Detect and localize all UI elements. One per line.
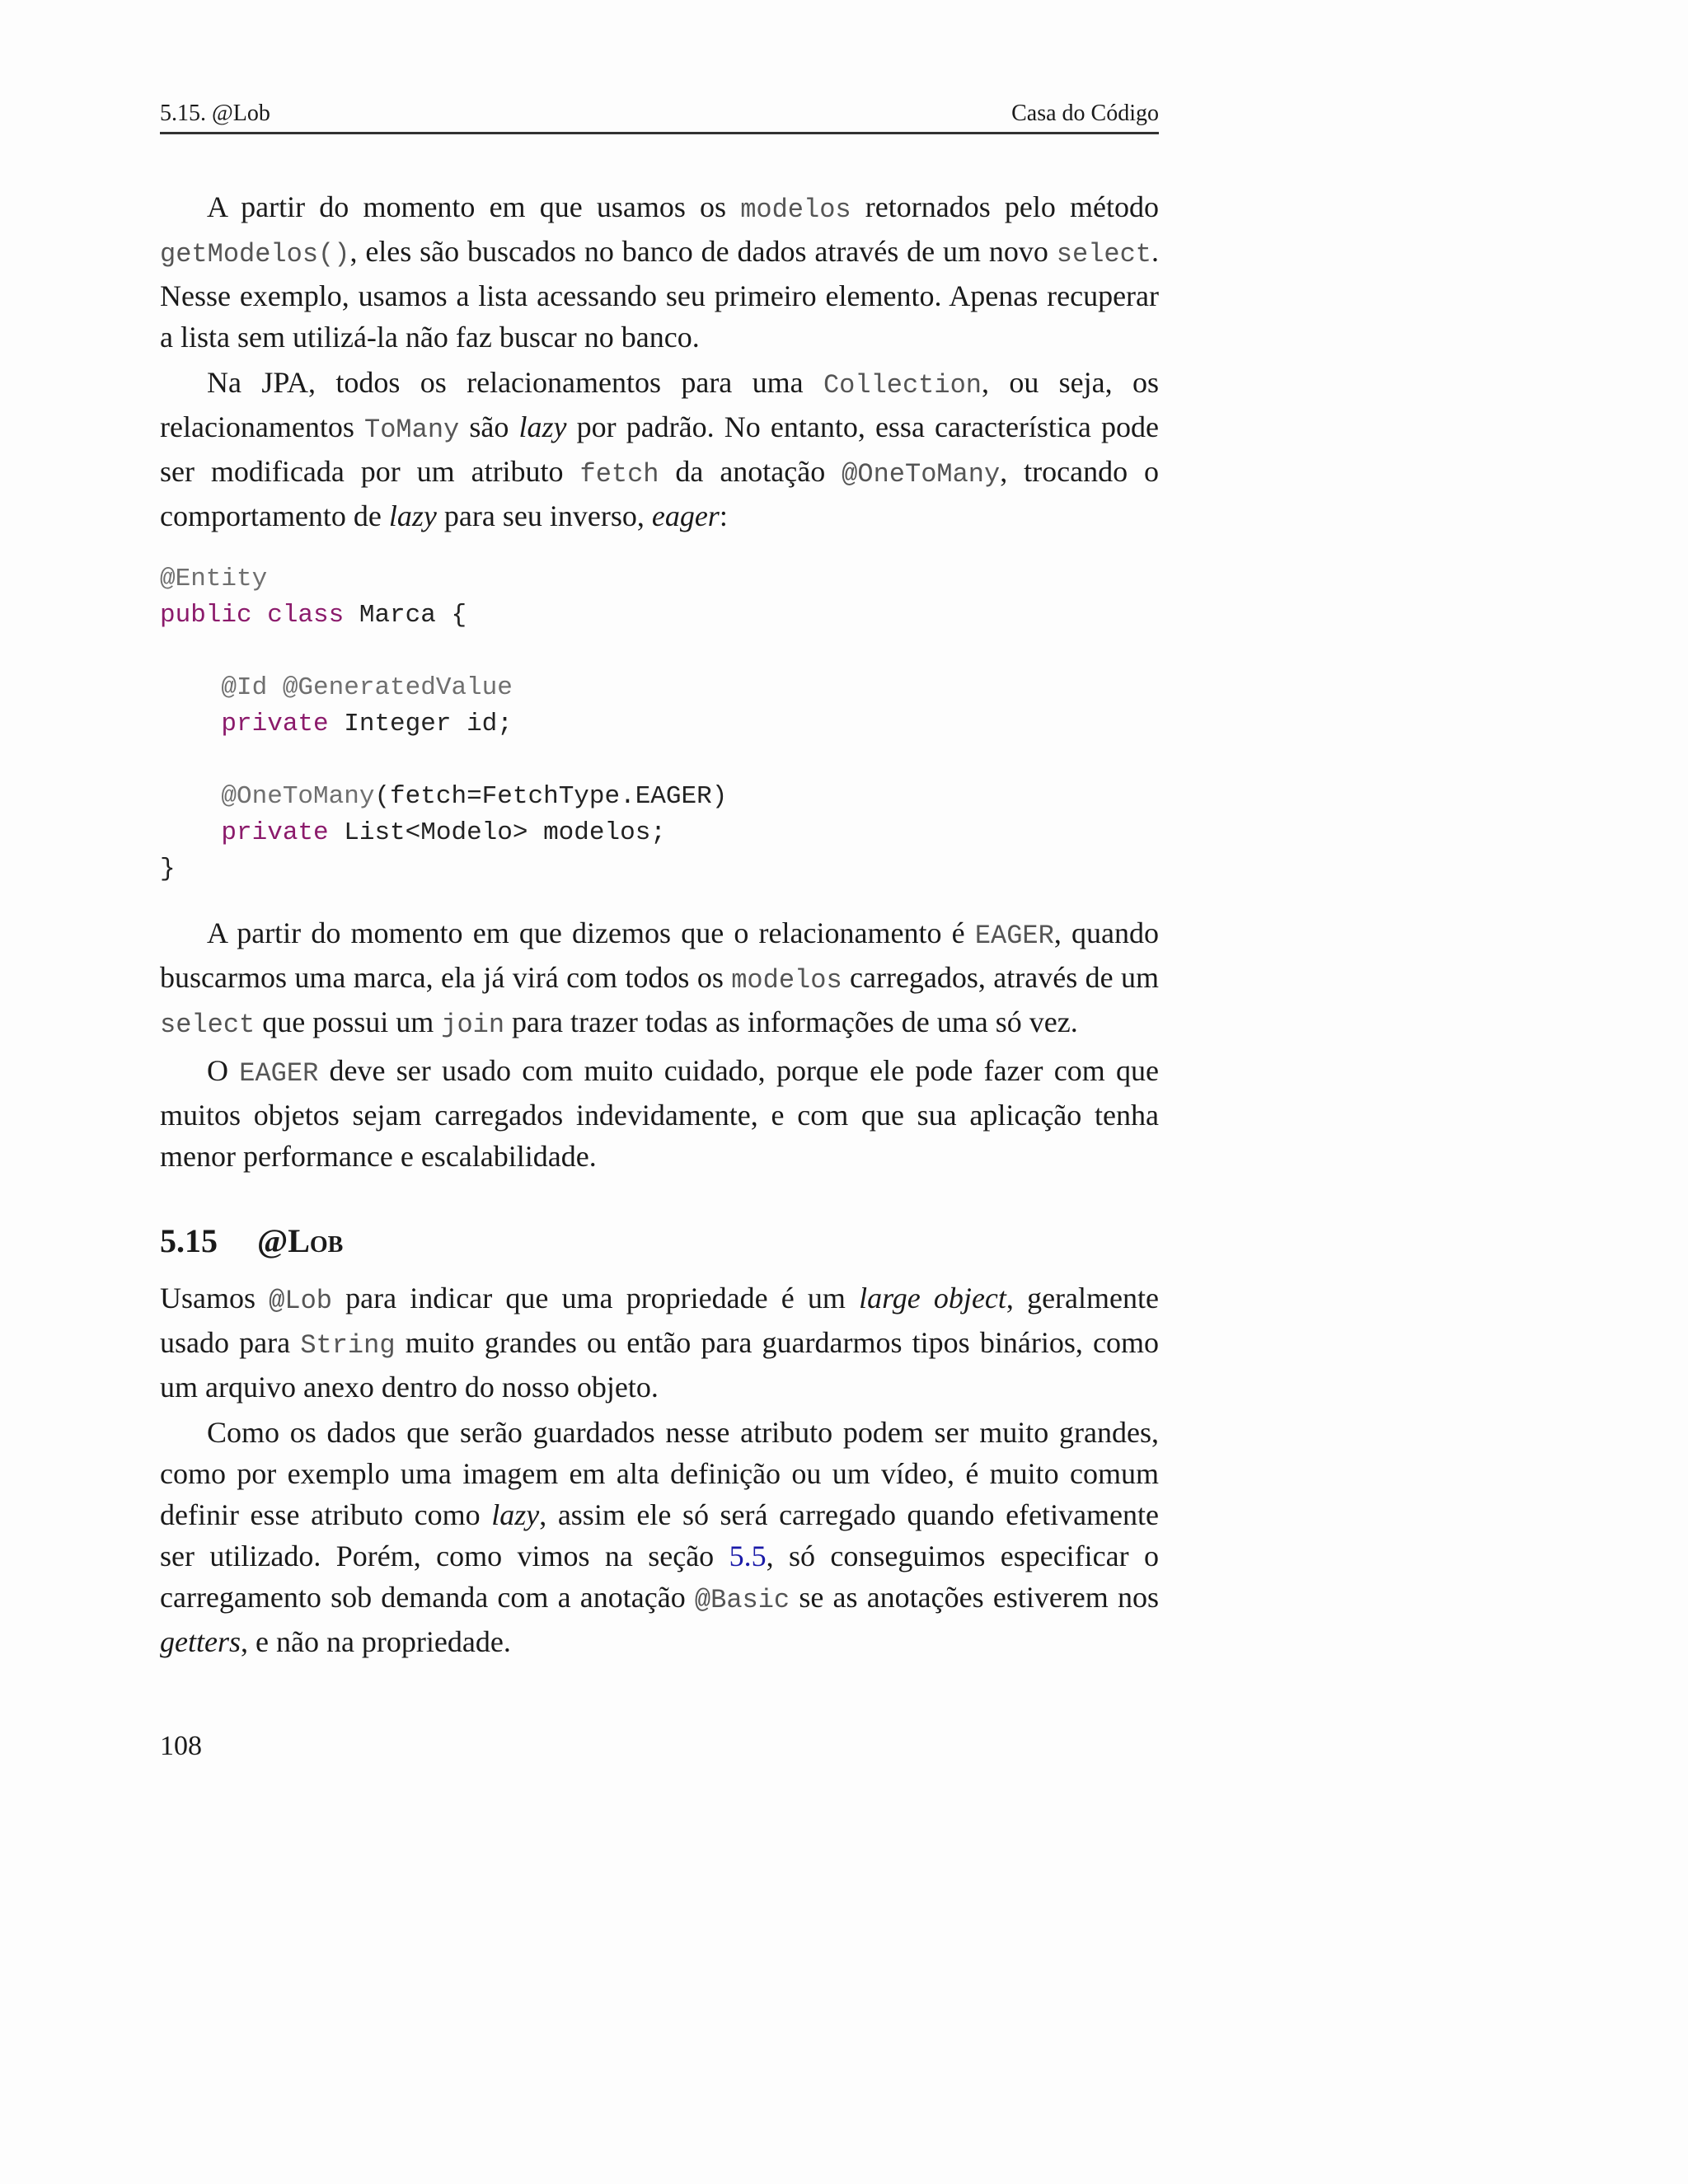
emphasis: large object [859, 1282, 1006, 1315]
header-book-title: Casa do Código [1011, 101, 1159, 126]
running-header [160, 97, 1159, 134]
section-heading [160, 1216, 1159, 1266]
inline-code: getModelos() [160, 239, 350, 269]
section-number: 5.15 [160, 1222, 218, 1259]
paragraph: Na JPA, todos os relacionamentos para uma Collection, ou seja, os relacionamentos ToMany são lazy por padrão. No entanto, essa característica pode ser modificada por um atributo fetch da anotação @OneToMany, trocando o comportamento de lazy para seu inverso, eager: [160, 366, 1159, 532]
page-body [160, 186, 1159, 1666]
paragraph: A partir do momento em que dizemos que o relacionamento é EAGER, quando buscarmos uma marca, ela já virá com todos os modelos carregados, através de um select que possui um join para trazer todas as informações de uma só vez. [160, 916, 1159, 1040]
inline-code: select [160, 1010, 256, 1040]
section-link[interactable]: 5.5 [729, 1540, 767, 1572]
emphasis: eager [651, 499, 720, 532]
emphasis: lazy [491, 1498, 540, 1531]
paragraph: A partir do momento em que usamos os modelos retornados pelo método getModelos(), eles são buscados no banco de dados através de um novo select. Nesse exemplo, usamos a lista acessando seu primeiro elemento. Apenas recuperar a lista sem utilizá-la não faz buscar no banco. [160, 190, 1159, 354]
page-number: 108 [160, 1731, 202, 1761]
inline-code: EAGER [974, 921, 1054, 951]
inline-code: @Basic [694, 1585, 790, 1615]
emphasis: lazy [518, 410, 567, 443]
inline-code: ToMany [364, 415, 460, 445]
paragraph: Como os dados que serão guardados nesse atributo podem ser muito grandes, como por exemplo uma imagem em alta definição ou um vídeo, é muito comum definir esse atributo como lazy, assim ele só será carregado quando efetivamente ser utilizado. Porém, como vimos na seção 5.5, só conseguimos especificar o carregamento sob demanda com a anotação @Basic se as anotações estiverem nos getters, e não na propriedade. [160, 1416, 1160, 1658]
inline-code: modelos [731, 965, 842, 996]
emphasis: getters [160, 1625, 241, 1658]
inline-code: @Lob [269, 1286, 332, 1316]
paragraph: O EAGER deve ser usado com muito cuidado, porque ele pode fazer com que muitos objetos sejam carregados indevidamente, e com que sua aplicação tenha menor performance e escalabilidade. [160, 1054, 1159, 1173]
inline-code: select [1056, 239, 1151, 269]
inline-code: String [300, 1330, 396, 1361]
inline-code: Collection [823, 370, 982, 401]
section-title: @Lob [257, 1222, 344, 1259]
inline-code: EAGER [239, 1058, 319, 1089]
inline-code: @OneToMany [842, 459, 1001, 490]
code-block: @Entity public class Marca { @Id @GeneratedValue private Integer id; @OneToMany(fetch=FetchType.EAGER) private List<Modelo> modelos; } [160, 565, 728, 883]
inline-code: fetch [579, 459, 659, 490]
emphasis: lazy [388, 499, 437, 532]
paragraph: Usamos @Lob para indicar que uma propriedade é um large object, geralmente usado para String muito grandes ou então para guardarmos tipos binários, como um arquivo anexo dentro do nosso objeto. [160, 1282, 1159, 1404]
inline-code: join [441, 1010, 505, 1040]
inline-code: modelos [740, 194, 851, 225]
header-section-ref: 5.15. @Lob [160, 101, 270, 126]
